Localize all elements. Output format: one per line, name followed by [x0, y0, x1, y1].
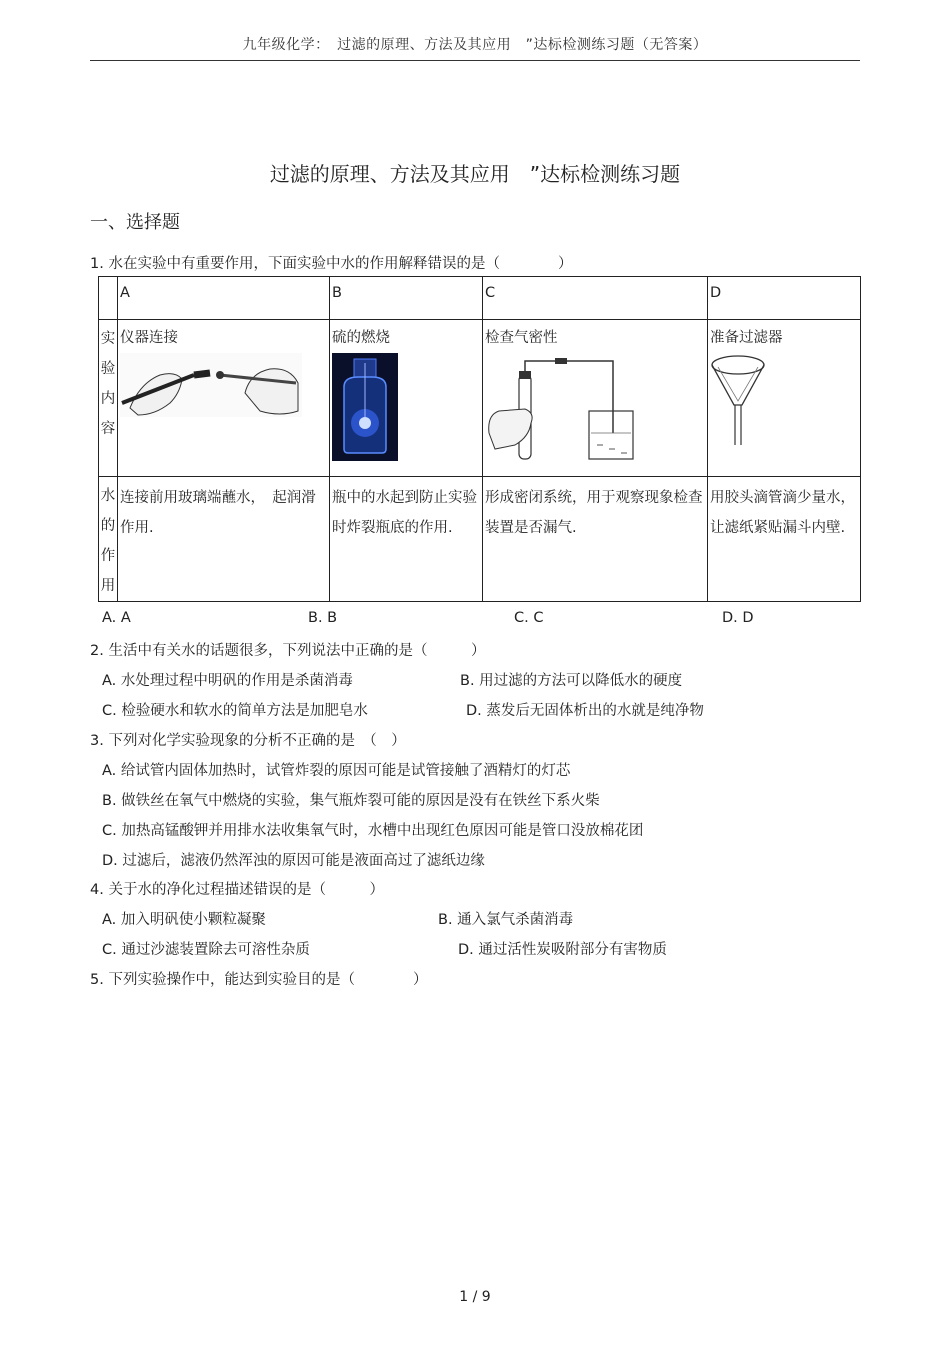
question-2-stem: 2. 生活中有关水的话题很多，下列说法中正确的是（ ）	[90, 643, 486, 659]
q3-option-b: B. 做铁丝在氧气中燃烧的实验，集气瓶炸裂可能的原因是没有在铁丝下系火柴	[102, 793, 600, 809]
content-a: 仪器连接	[120, 330, 178, 346]
question-3-stem: 3. 下列对化学实验现象的分析不正确的是 （ ）	[90, 733, 406, 749]
column-header-d: D	[710, 285, 722, 301]
q1-option-a: A. A	[102, 610, 131, 626]
explanation-c: 形成密闭系统，用于观察现象检查装置是否漏气.	[485, 490, 703, 536]
page-number: 1 / 9	[459, 1289, 491, 1305]
question-1-table	[98, 276, 861, 602]
header-rule	[90, 60, 860, 61]
q4-option-a: A. 加入明矾使小颗粒凝聚	[102, 912, 266, 928]
section-heading: 一、选择题	[90, 212, 180, 233]
table-row-water-role	[99, 477, 861, 602]
question-1-stem: 1. 水在实验中有重要作用，下面实验中水的作用解释错误的是（ ）	[90, 256, 573, 272]
q2-option-a: A. 水处理过程中明矾的作用是杀菌消毒	[102, 673, 353, 689]
hands-connecting-tubes-illustration	[120, 353, 302, 417]
question-5-stem: 5. 下列实验操作中，能达到实验目的是（ ）	[90, 972, 428, 988]
q4-option-c: C. 通过沙滤装置除去可溶性杂质	[102, 942, 310, 958]
page-header: 九年级化学： 过滤的原理、方法及其应用 ”达标检测练习题（无答案）	[242, 37, 708, 53]
table-row-content	[99, 320, 861, 477]
q4-option-d: D. 通过活性炭吸附部分有害物质	[458, 942, 667, 958]
q1-option-c: C. C	[514, 610, 544, 626]
column-header-c: C	[485, 285, 496, 301]
content-c: 检查气密性	[485, 330, 558, 346]
column-header-b: B	[332, 285, 342, 301]
sulfur-burning-bottle-photo	[332, 353, 398, 461]
q2-option-d: D. 蒸发后无固体析出的水就是纯净物	[466, 703, 704, 719]
q1-option-b: B. B	[308, 610, 338, 626]
q3-option-c: C. 加热高锰酸钾并用排水法收集氧气时，水槽中出现红色原因可能是管口没放棉花团	[102, 823, 644, 839]
row-label-water-role: 水 的 作 用	[100, 488, 116, 594]
explanation-d: 用胶头滴管滴少量水，让滤纸紧贴漏斗内壁.	[710, 490, 855, 536]
q3-option-a: A. 给试管内固体加热时，试管炸裂的原因可能是试管接触了酒精灯的灯芯	[102, 763, 571, 779]
q3-option-d: D. 过滤后，滤液仍然浑浊的原因可能是液面高过了滤纸边缘	[102, 853, 485, 869]
document-title: 过滤的原理、方法及其应用 ”达标检测练习题	[269, 162, 681, 186]
q2-option-c: C. 检验硬水和软水的简单方法是加肥皂水	[102, 703, 368, 719]
airtightness-check-apparatus-illustration	[485, 353, 635, 463]
q2-option-b: B. 用过滤的方法可以降低水的硬度	[460, 673, 683, 689]
question-4-stem: 4. 关于水的净化过程描述错误的是（ ）	[90, 882, 384, 898]
q1-option-d: D. D	[722, 610, 754, 626]
explanation-b: 瓶中的水起到防止实验时炸裂瓶底的作用.	[332, 490, 477, 536]
table-header-row	[99, 277, 861, 320]
q4-option-b: B. 通入氯气杀菌消毒	[438, 912, 574, 928]
column-header-a: A	[120, 285, 130, 301]
filter-funnel-illustration	[710, 353, 766, 449]
content-b: 硫的燃烧	[332, 330, 390, 346]
row-label-experiment: 实 验 内 容	[100, 331, 116, 437]
table-corner-cell	[99, 277, 118, 320]
explanation-a: 连接前用玻璃端蘸水， 起润滑作用.	[120, 490, 316, 536]
content-d: 准备过滤器	[710, 330, 783, 346]
